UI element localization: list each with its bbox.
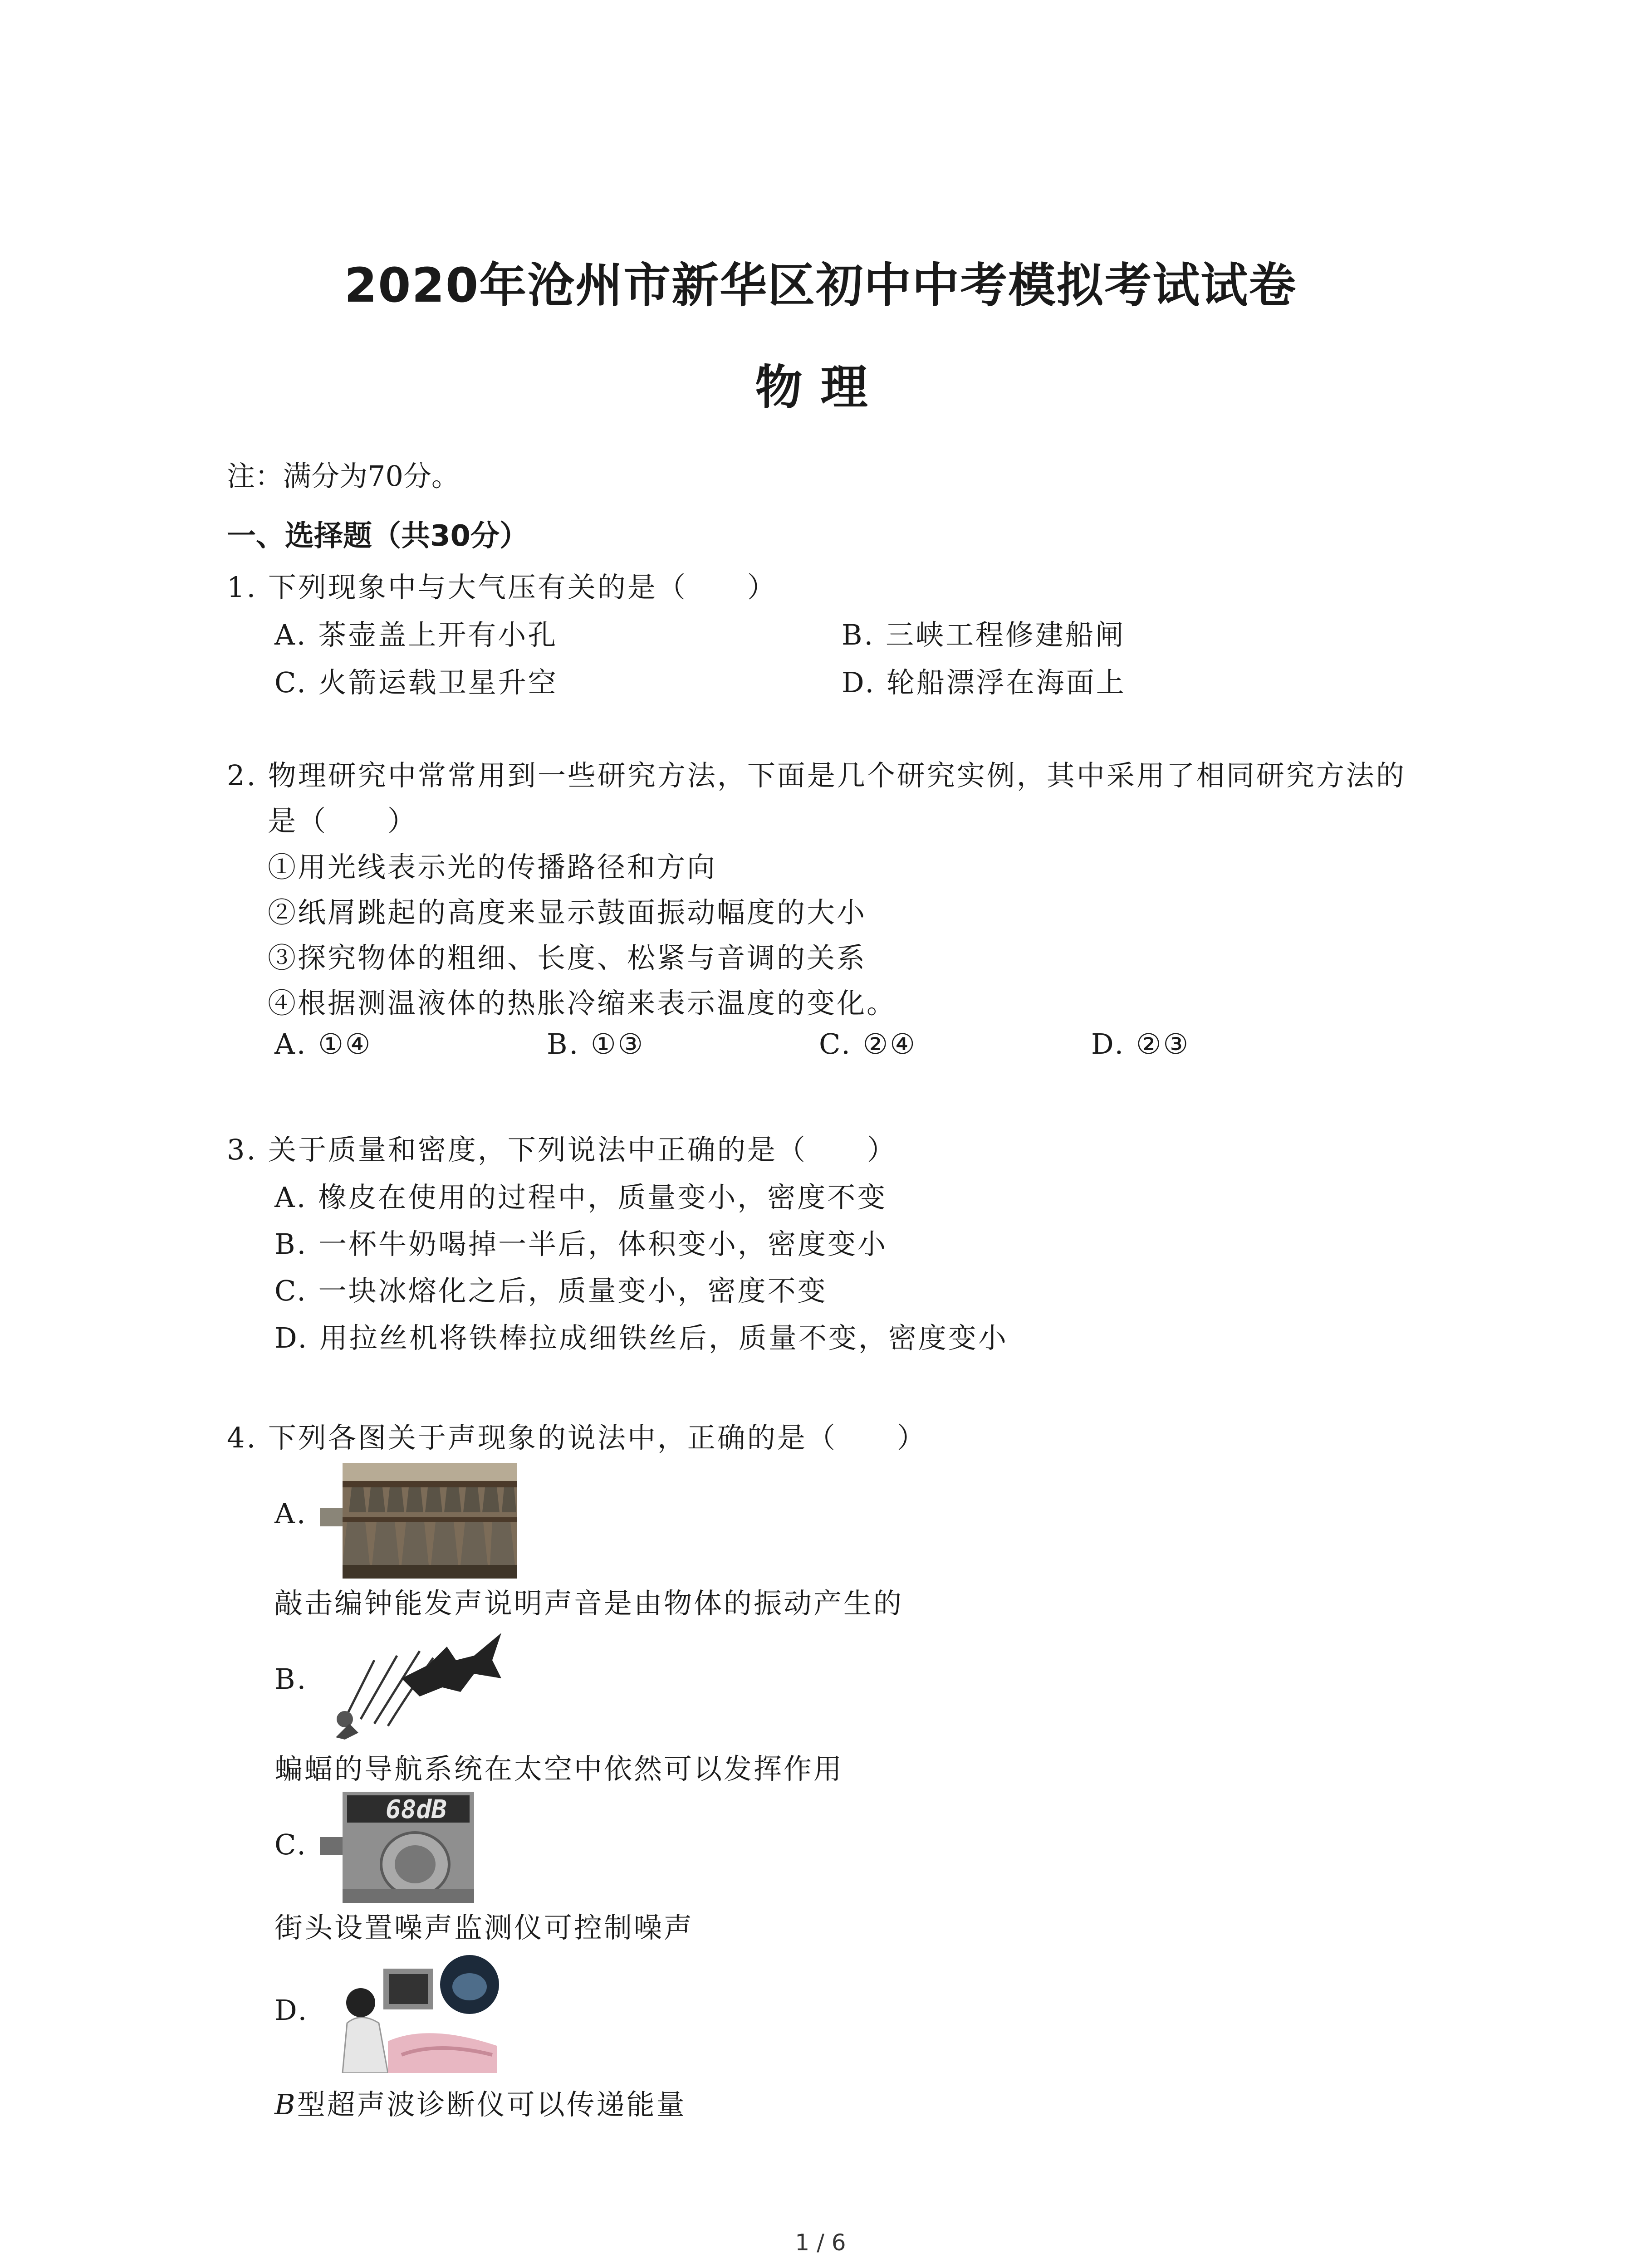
question-4-option-c-label: C. <box>274 1828 308 1861</box>
ultrasound-image <box>333 1950 506 2073</box>
question-1-option-d: D. 轮船漂浮在海面上 <box>842 666 1126 699</box>
question-2-option-a: A. ①④ <box>274 1027 372 1061</box>
question-3-option-c: C. 一块冰熔化之后，质量变小，密度不变 <box>274 1274 828 1307</box>
question-4-option-d-text <box>274 2082 686 2122</box>
bianzhong-bells-image <box>343 1463 517 1579</box>
question-1-option-b: B. 三峡工程修建船闸 <box>842 618 1125 651</box>
question-4-stem: 4. 下列各图关于声现象的说法中，正确的是（ ） <box>227 1421 927 1454</box>
question-2-option-d: D. ②③ <box>1091 1027 1190 1061</box>
figure-c-marker <box>320 1837 343 1855</box>
question-4-option-d-label: D. <box>274 1994 309 2027</box>
page-title: 2020年沧州市新华区初中中考模拟考试试卷 <box>344 258 1297 313</box>
question-2-stem-cont: 是（ ） <box>268 804 418 837</box>
bat-image <box>333 1628 515 1744</box>
question-1-option-c: C. 火箭运载卫星升空 <box>274 666 558 699</box>
question-4-option-a-text: 敲击编钟能发声说明声音是由物体的振动产生的 <box>274 1587 904 1620</box>
question-2-option-b: B. ①③ <box>547 1027 645 1061</box>
noise-monitor-image <box>343 1792 474 1903</box>
question-4-option-c-text: 街头设置噪声监测仪可控制噪声 <box>274 1911 694 1944</box>
question-1-stem: 1. 下列现象中与大气压有关的是（ ） <box>227 571 777 604</box>
question-3-option-a: A. 橡皮在使用的过程中，质量变小，密度不变 <box>274 1181 887 1214</box>
question-2-item-2: ②纸屑跳起的高度来显示鼓面振动幅度的大小 <box>268 896 867 929</box>
question-3-option-d: D. 用拉丝机将铁棒拉成细铁丝后，质量不变，密度变小 <box>274 1321 1008 1354</box>
question-2-item-1: ①用光线表示光的传播路径和方向 <box>268 850 717 884</box>
question-4-option-a-label: A. <box>274 1497 308 1530</box>
question-1-option-a: A. 茶壶盖上开有小孔 <box>274 618 558 651</box>
score-note: 注：满分为70分。 <box>227 459 460 493</box>
question-2-item-4: ④根据测温液体的热胀冷缩来表示温度的变化。 <box>268 987 897 1020</box>
question-3-stem: 3. 关于质量和密度，下列说法中正确的是（ ） <box>227 1133 897 1166</box>
question-2-stem: 2. 物理研究中常常用到一些研究方法，下面是几个研究实例，其中采用了相同研究方法的 <box>227 759 1406 792</box>
subject-title: 物理 <box>755 360 886 415</box>
noise-reading: 68dB <box>386 1795 447 1824</box>
figure-a-marker <box>320 1508 343 1526</box>
question-3-option-b: B. 一杯牛奶喝掉一半后，体积变小，密度变小 <box>274 1227 887 1261</box>
question-4-option-d-b-letter: B <box>274 2088 297 2121</box>
question-4-option-b-text: 蝙蝠的导航系统在太空中依然可以发挥作用 <box>274 1752 844 1785</box>
question-4-option-b-label: B. <box>274 1662 308 1696</box>
question-4-option-d-rest: 型超声波诊断仪可以传递能量 <box>297 2088 686 2121</box>
question-2-item-3: ③探究物体的粗细、长度、松紧与音调的关系 <box>268 941 867 974</box>
section-heading: 一、选择题（共30分） <box>227 519 529 553</box>
question-2-option-c: C. ②④ <box>819 1027 917 1061</box>
page-number: 1 / 6 <box>795 2229 846 2256</box>
